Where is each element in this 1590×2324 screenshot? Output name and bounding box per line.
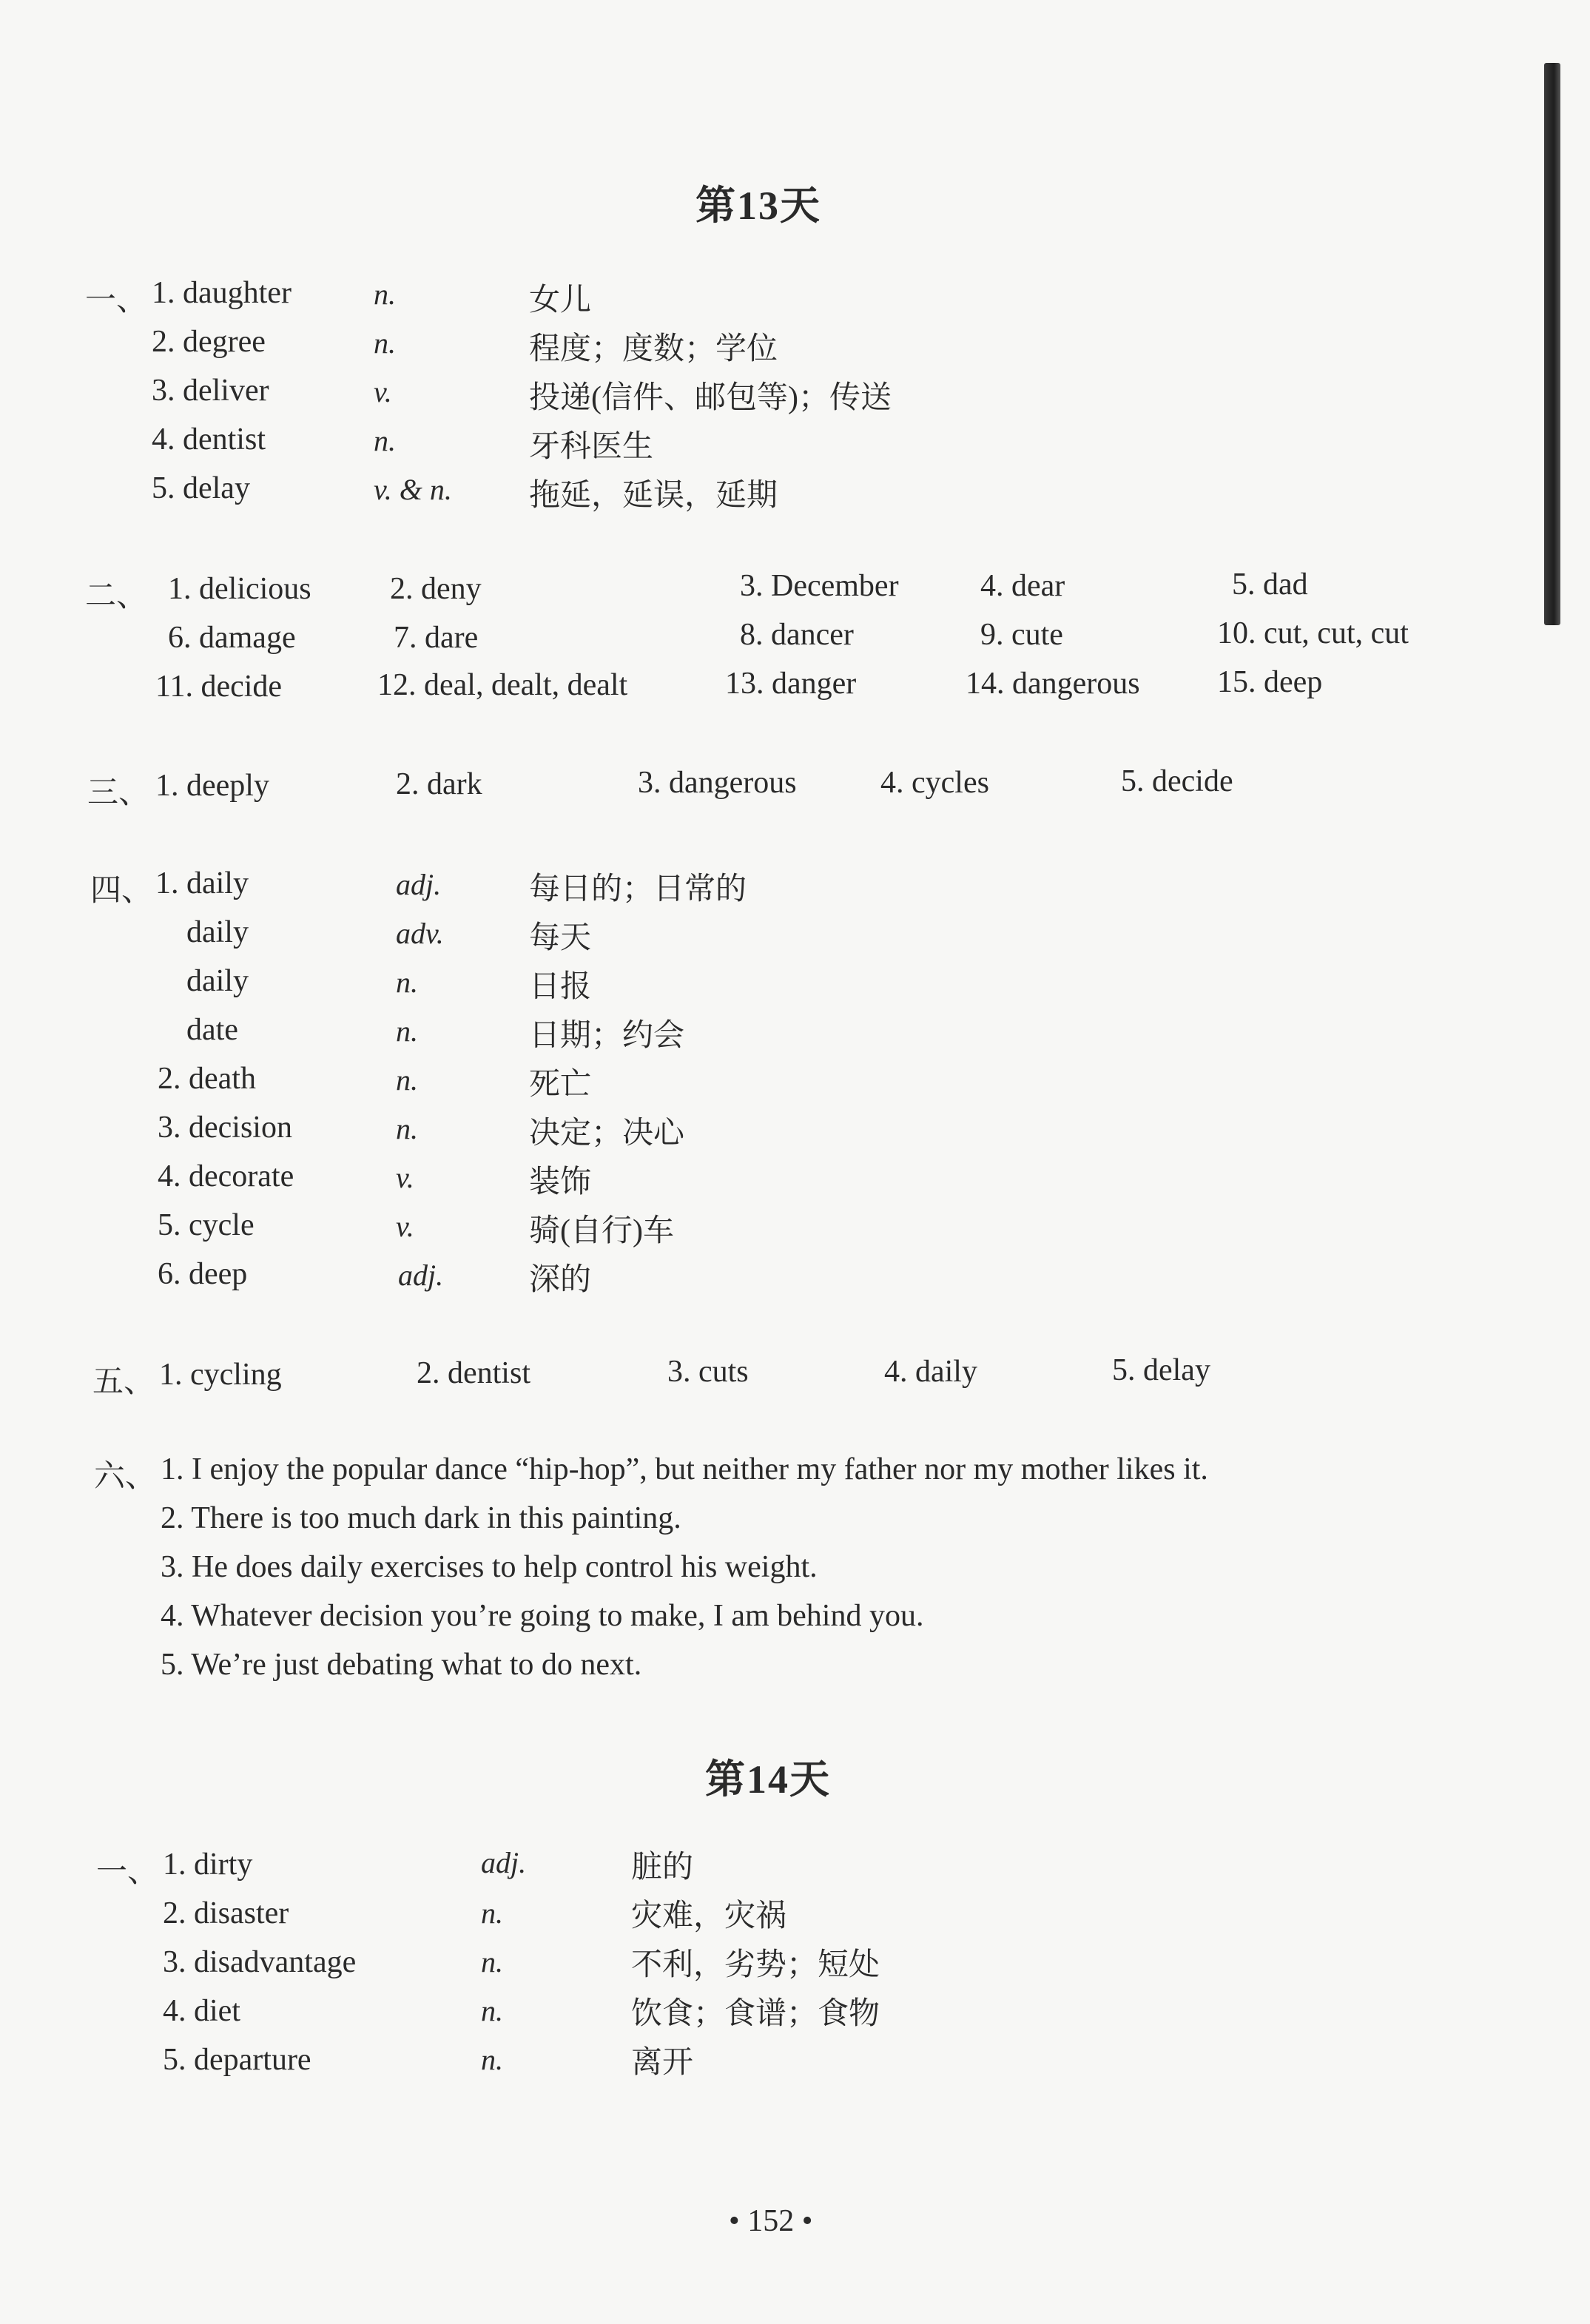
part-of-speech: adj. [398,1259,444,1292]
vocab-meaning: 决定；决心 [529,1116,685,1151]
section-number: 五、 [92,1365,155,1399]
part-of-speech: n. [481,2043,503,2076]
vocab-word: 4. diet [163,1994,240,2028]
vocab-word: 3. disadvantage [163,1945,357,1979]
vocab-meaning: 日报 [529,970,592,1004]
answer-item: 4. daily [884,1355,977,1389]
part-of-speech: adv. [396,917,444,950]
vocab-word: 5. cycle [158,1208,255,1242]
vocab-meaning: 深的 [529,1263,592,1297]
day14-title: 第14天 [705,1757,831,1802]
answer-item: 6. damage [168,621,296,655]
part-of-speech: n. [374,326,396,360]
answer-item: 10. cut, cut, cut [1217,616,1409,650]
answer-item: 1. delicious [168,572,311,606]
answer-item: 15. deep [1217,665,1323,699]
part-of-speech: adj. [481,1846,527,1879]
part-of-speech: n. [396,1063,418,1097]
page-edge-shadow [1544,63,1560,625]
vocab-meaning: 程度；度数；学位 [529,332,778,366]
vocab-word: 2. disaster [163,1896,289,1930]
vocab-meaning: 每日的；日常的 [529,872,747,906]
part-of-speech: n. [374,277,396,311]
answer-sentence: 3. He does daily exercises to help control his weight. [161,1550,818,1584]
answer-item: 14. dangerous [966,667,1140,701]
answer-item: 5. delay [1112,1353,1210,1387]
answer-sentence: 2. There is too much dark in this painting. [161,1501,681,1535]
answer-item: 2. dark [396,767,482,801]
answer-sentence: 1. I enjoy the popular dance “hip-hop”, but neither my father nor my mother likes it. [161,1452,1208,1486]
vocab-word: daily [186,964,249,998]
answer-item: 4. dear [980,569,1065,603]
vocab-meaning: 拖延，延误，延期 [529,479,778,513]
answer-item: 11. decide [155,670,283,704]
vocab-meaning: 日期；约会 [529,1019,685,1053]
answer-item: 8. dancer [740,618,854,652]
vocab-word: 1. daily [155,866,249,900]
part-of-speech: n. [374,424,396,457]
part-of-speech: v. [396,1161,414,1194]
vocab-meaning: 骑(自行)车 [529,1214,674,1248]
answer-item: 3. cuts [667,1355,749,1389]
vocab-word: date [186,1013,238,1047]
part-of-speech: n. [396,966,418,999]
vocab-word: 5. departure [163,2043,311,2077]
vocab-meaning: 投递(信件、邮包等)；传送 [529,381,892,415]
section-number: 三、 [87,776,150,810]
page-number: • 152 • [729,2204,813,2238]
vocab-meaning: 脏的 [631,1850,694,1885]
vocab-meaning: 每天 [529,921,592,955]
answer-item: 4. cycles [880,766,989,800]
part-of-speech: v. [374,375,392,408]
vocab-word: 3. deliver [152,374,269,408]
vocab-word: 1. dirty [163,1848,253,1882]
vocab-meaning: 装饰 [529,1165,592,1199]
section-number: 四、 [90,874,153,908]
answer-item: 3. December [740,569,899,603]
vocab-word: 5. delay [152,471,250,505]
vocab-word: 4. decorate [158,1159,294,1193]
answer-item: 9. cute [980,618,1063,652]
part-of-speech: adj. [396,868,442,901]
answer-item: 1. deeply [155,769,269,803]
part-of-speech: v. & n. [374,473,452,506]
part-of-speech: n. [481,1945,503,1978]
answer-item: 7. dare [394,621,479,655]
answer-item: 2. deny [390,572,482,606]
answer-item: 5. decide [1121,764,1233,798]
answer-item: 1. cycling [159,1358,282,1392]
part-of-speech: v. [396,1210,414,1243]
answer-sentence: 5. We’re just debating what to do next. [161,1648,642,1682]
vocab-meaning: 离开 [631,2046,694,2080]
answer-sentence: 4. Whatever decision you’re going to make, I am behind you. [161,1599,924,1633]
vocab-word: 1. daughter [152,276,292,310]
day13-title: 第13天 [695,183,821,228]
vocab-word: daily [186,915,249,949]
vocab-word: 2. degree [152,325,266,359]
answer-item: 5. dad [1232,567,1308,602]
part-of-speech: n. [481,1896,503,1930]
section-number: 六、 [94,1460,157,1494]
answer-item: 13. danger [725,667,857,701]
part-of-speech: n. [396,1014,418,1048]
answer-item: 2. dentist [417,1356,530,1390]
answer-item: 12. deal, dealt, dealt [377,668,628,702]
vocab-word: 2. death [158,1062,256,1096]
vocab-meaning: 灾难，灾祸 [631,1899,787,1933]
section-number: 一、 [85,283,148,317]
vocab-word: 4. dentist [152,422,266,457]
part-of-speech: n. [481,1994,503,2027]
section-number: 二、 [85,579,148,613]
vocab-word: 3. decision [158,1111,292,1145]
vocab-meaning: 不利，劣势；短处 [631,1948,880,1982]
vocab-word: 6. deep [158,1257,248,1291]
part-of-speech: n. [396,1112,418,1145]
answer-item: 3. dangerous [638,766,797,800]
vocab-meaning: 牙科医生 [529,430,654,464]
vocab-meaning: 死亡 [529,1068,592,1102]
section-number: 一、 [96,1855,159,1889]
vocab-meaning: 女儿 [529,283,592,317]
vocab-meaning: 饮食；食谱；食物 [631,1997,880,2031]
